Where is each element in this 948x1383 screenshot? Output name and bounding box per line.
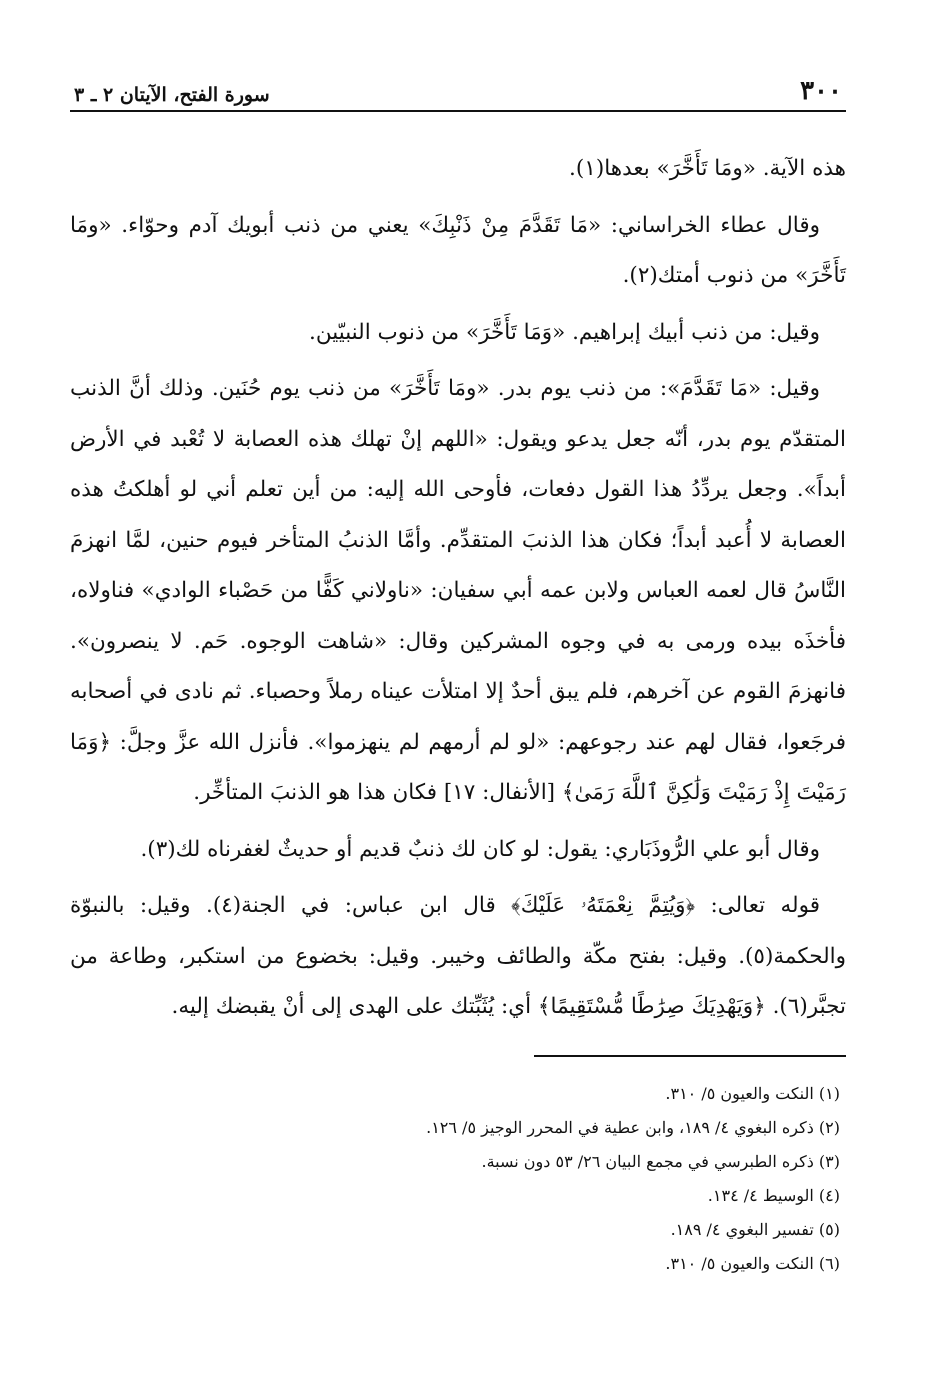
- footnote: (٣) ذكره الطبرسي في مجمع البيان ٢٦/ ٥٣ دون نسبة.: [481, 1151, 840, 1171]
- footnote: (٦) النكت والعيون ٥/ ٣١٠.: [665, 1253, 840, 1273]
- footnote: (٥) تفسير البغوي ٤/ ١٨٩.: [670, 1219, 840, 1239]
- paragraph: وقيل: «مَا تَقَدَّمَ»: من ذنب يوم بدر. «ومَا تَأَخَّرَ» من ذنب يوم حُنَين. وذلك أنَّ الذنب المتقدّم يوم بدر، أنّه جعل يدعو ويقول: «اللهم إنْ تهلك هذه العصابة لا تُعْبد في الأرض أبداً». وجعل يردِّدُ هذا القول دفعات، فأوحى الله إليه: من أين تعلم أني لو أهلكتُ هذه العصابة لا أُعبد أبداً؛ فكان هذا الذنبَ المتقدِّم. وأمَّا الذنبُ المتأخر فيوم حنين، لمَّا انهزمَ النَّاسُ قال لعمه العباس ولابن عمه أبي سفيان: «ناولاني كَفًّا من حَصْباء الوادي» فناولاه، فأخذَه بيده ورمى به في وجوه المشركين وقال: «شاهت الوجوه. حَم. لا ينصرون». فانهزمَ القوم عن آخرهم، فلم يبق أحدٌ إلا امتلأت عيناه رملاً وحصباء. ثم نادى في أصحابه فرجَعوا، فقال لهم عند رجوعهم: «لو لم أرمهم لم ينهزموا». فأنزل الله عزَّ وجلَّ: ﴿وَمَا رَمَيْتَ إِذْ رَمَيْتَ وَلَٰكِنَّ ٱللَّهَ رَمَىٰ﴾ [الأنفال: ١٧] فكان هذا هو الذنبَ المتأخِّر.: [70, 376, 846, 805]
- paragraph: وقال عطاء الخراساني: «مَا تَقَدَّمَ مِنْ ذَنْبِكَ» يعني من ذنب أبويك آدم وحوّاء. «ومَا تَأَخَّرَ» من ذنوب أمتك(٢).: [70, 212, 846, 288]
- footnotes: [70, 1077, 846, 1281]
- paragraph: وقال أبو علي الرُّوذَبَاري: يقول: لو كان لك ذنبٌ قديم أو حديثٌ لغفرناه لك(٣).: [140, 836, 820, 862]
- paragraph: قوله تعالى: ﴿وَيُتِمَّ نِعْمَتَهُۥ عَلَيْكَ﴾ قال ابن عباس: في الجنة(٤). وقيل: بالنبوّة والحكمة(٥). وقيل: بفتح مكّة والطائف وخيبر. وقيل: بخضوع من استكبر، وطاعة من تجبَّر(٦). ﴿وَيَهْدِيَكَ صِرَٰطًا مُّسْتَقِيمًا﴾ أي: يُثَبِّتك على الهدى إلى أنْ يقبضك إليه.: [70, 893, 846, 1019]
- footnote: (٤) الوسيط ٤/ ١٣٤.: [707, 1185, 840, 1205]
- page-header: [70, 70, 846, 112]
- footnote: (٢) ذكره البغوي ٤/ ١٨٩، وابن عطية في المحرر الوجيز ٥/ ١٢٦.: [426, 1117, 840, 1137]
- running-title: سورة الفتح، الآيتان ٢ ـ ٣: [74, 84, 270, 106]
- paragraph: هذه الآية. «ومَا تَأَخَّرَ» بعدها(١).: [569, 156, 846, 181]
- page-number: ٣٠٠: [800, 76, 842, 106]
- footnote: (١) النكت والعيون ٥/ ٣١٠.: [665, 1083, 840, 1103]
- footnote-separator: [534, 1055, 846, 1057]
- paragraph: وقيل: من ذنب أبيك إبراهيم. «وَمَا تَأَخَّرَ» من ذنوب النبيّين.: [309, 319, 820, 345]
- main-text: [70, 144, 846, 1033]
- page: [70, 70, 846, 1281]
